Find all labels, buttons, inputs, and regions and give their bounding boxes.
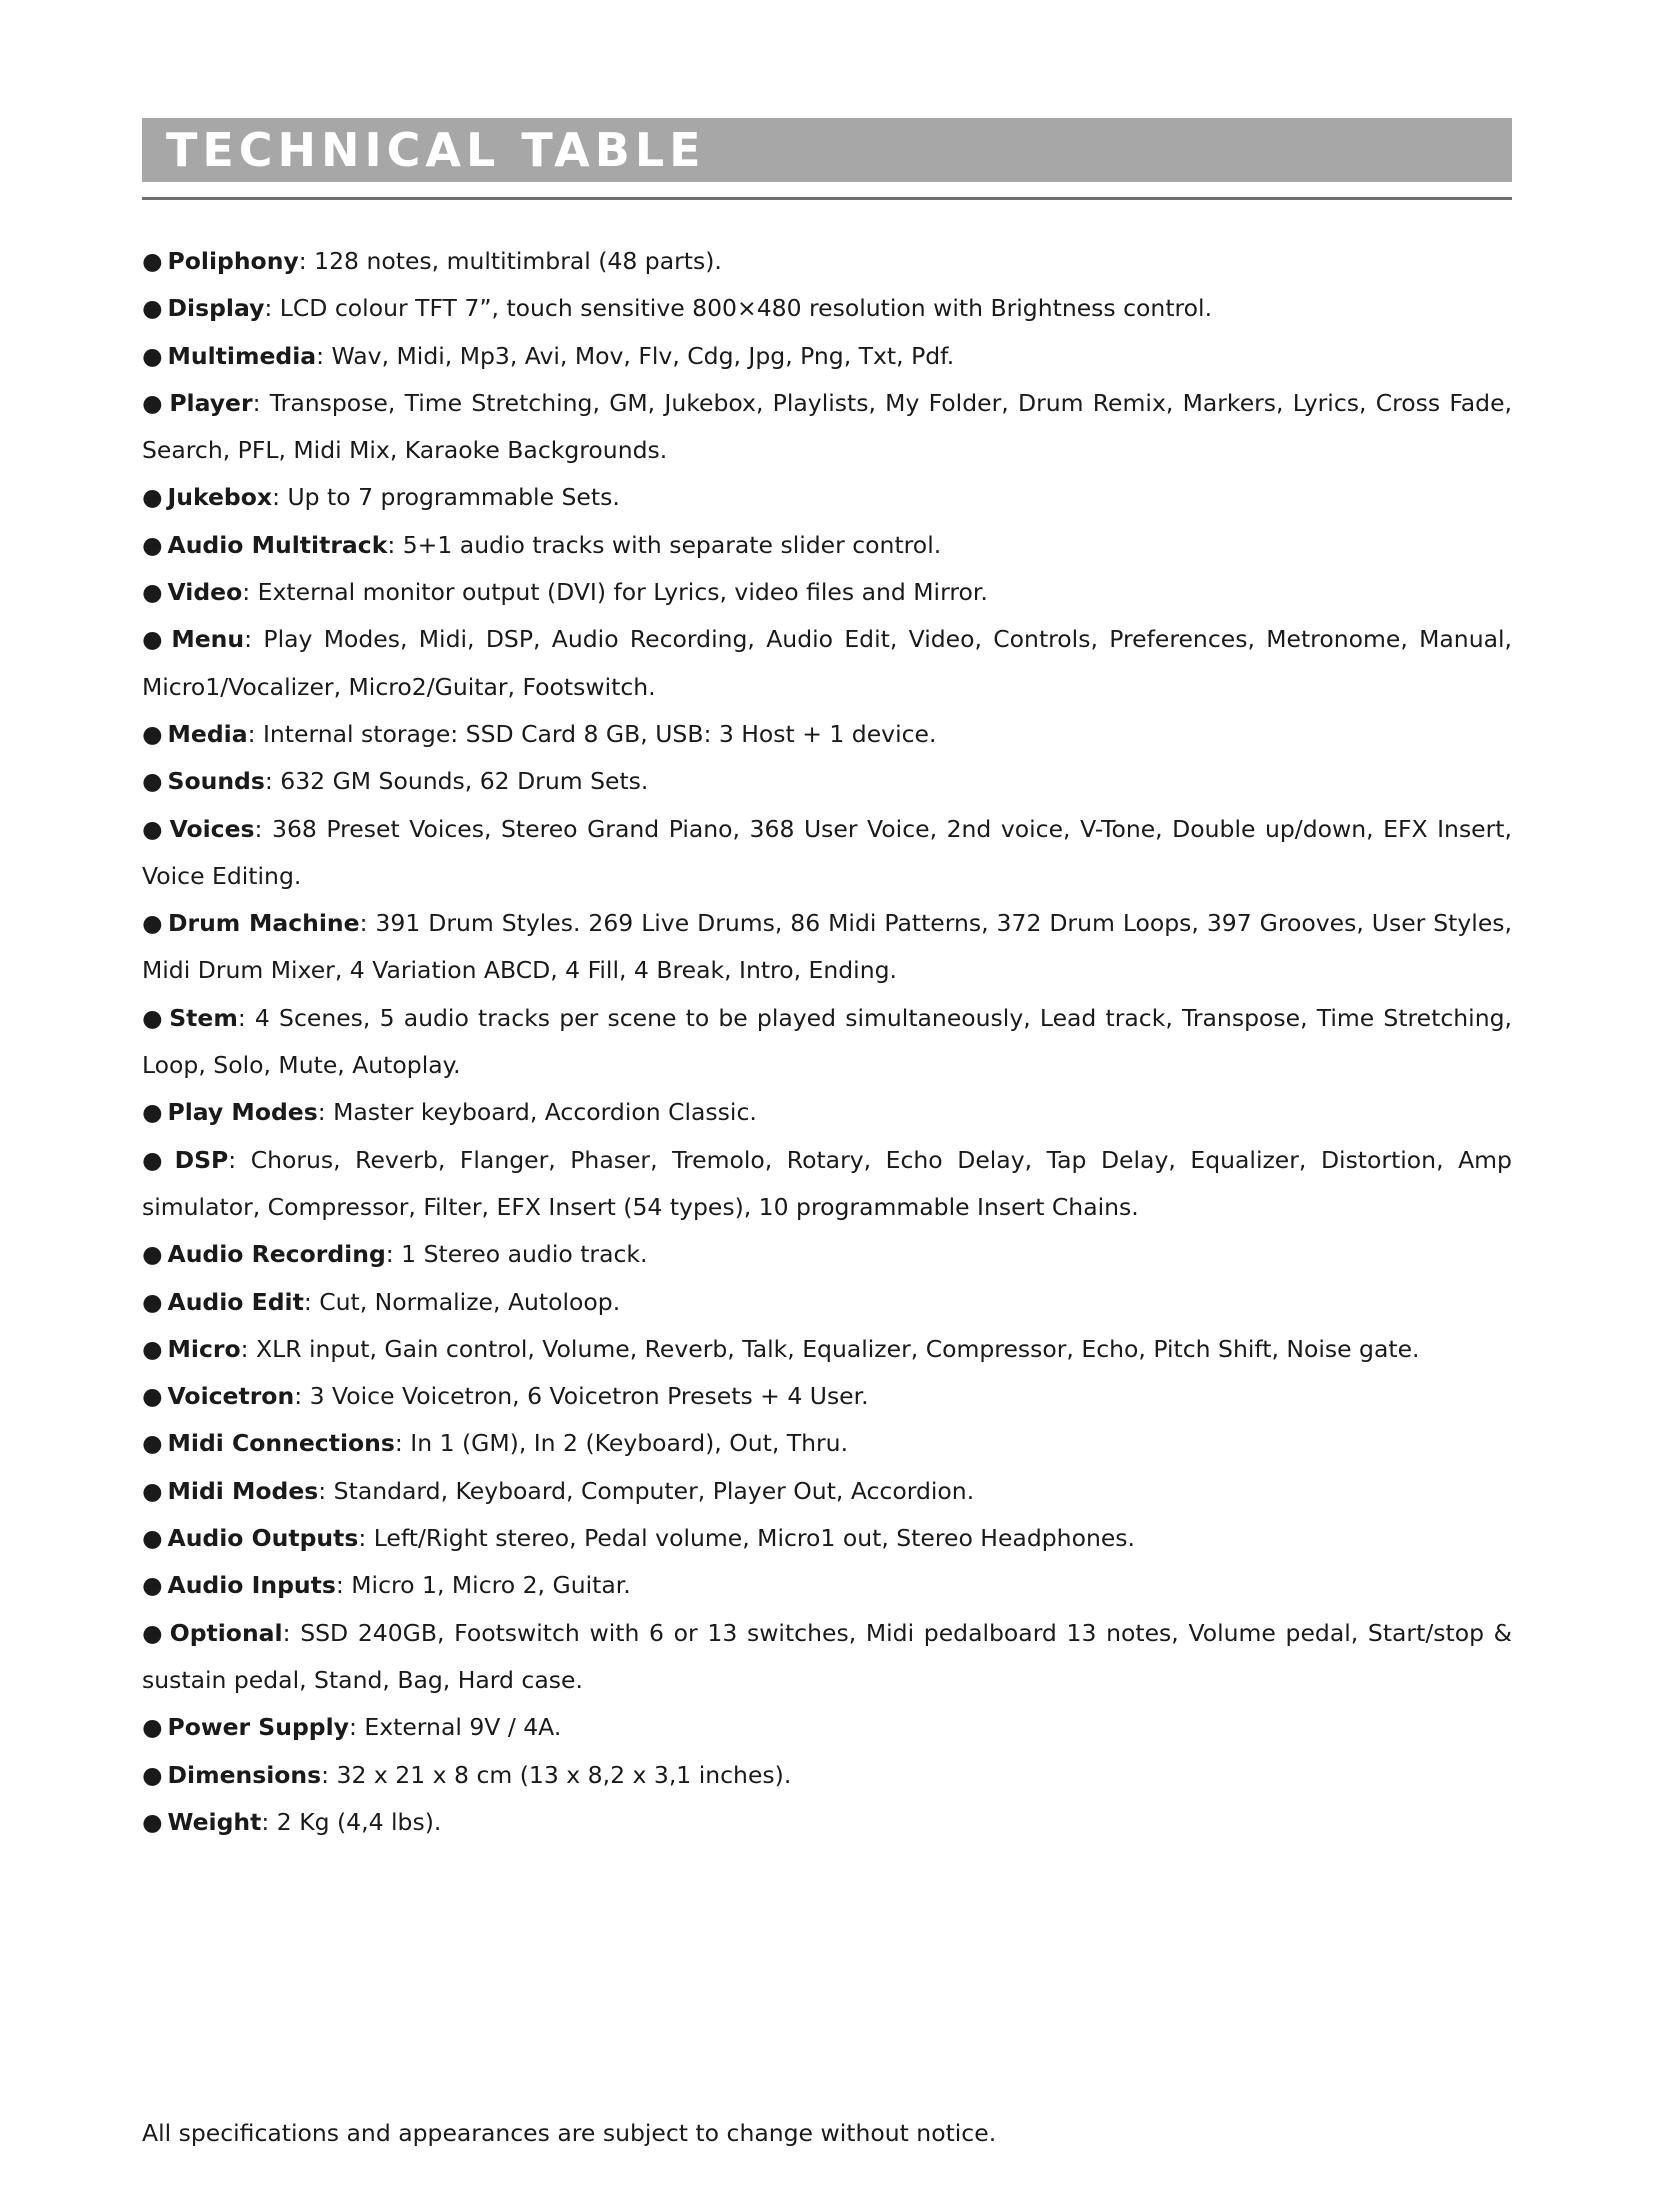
spec-item	[142, 1279, 1512, 1326]
spec-value: : SSD 240GB, Footswitch with 6 or 13 switches, Midi pedalboard 13 notes, Volume pedal, Start/stop & sustain pedal, Stand, Bag, Hard case.	[142, 1618, 1512, 1694]
spec-value: : 4 Scenes, 5 audio tracks per scene to be played simultaneously, Lead track, Transpose, Time Stretching, Loop, Solo, Mute, Autoplay.	[142, 1003, 1512, 1080]
bullet-icon: ●	[142, 247, 163, 275]
spec-value: : Master keyboard, Accordion Classic.	[317, 1098, 757, 1127]
bullet-icon: ●	[142, 1287, 163, 1316]
spec-value: : Cut, Normalize, Autoloop.	[303, 1287, 621, 1316]
spec-item	[142, 806, 1512, 901]
spec-label: Menu	[171, 625, 245, 654]
spec-item	[142, 1562, 1512, 1609]
bullet-icon: ●	[142, 1760, 163, 1789]
bullet-icon: ●	[142, 1807, 163, 1836]
bullet-icon: ●	[142, 341, 163, 370]
spec-value: : Chorus, Reverb, Flanger, Phaser, Tremolo, Rotary, Echo Delay, Tap Delay, Equalizer, Distortion, Amp simulator, Compressor, Filter, EFX Insert (54 types), 10 programmable Insert Chains.	[142, 1145, 1512, 1221]
bullet-icon: ●	[142, 388, 165, 417]
spec-list	[142, 238, 1512, 1846]
bullet-icon: ●	[142, 1334, 163, 1363]
spec-item	[142, 1515, 1512, 1562]
spec-item	[142, 569, 1512, 616]
spec-label: Audio Edit	[167, 1287, 304, 1316]
spec-label: Drum Machine	[167, 909, 360, 938]
spec-label: Dimensions	[167, 1760, 322, 1789]
spec-item	[142, 1468, 1512, 1515]
bullet-icon: ●	[142, 1240, 163, 1269]
spec-value: : 2 Kg (4,4 lbs).	[261, 1807, 442, 1836]
bullet-icon: ●	[142, 1003, 165, 1032]
spec-value: : XLR input, Gain control, Volume, Reverb, Talk, Equalizer, Compressor, Echo, Pitch Shift, Noise gate.	[240, 1334, 1420, 1363]
spec-label: Midi Connections	[167, 1429, 395, 1458]
spec-label: Weight	[167, 1807, 262, 1836]
spec-label: Multimedia	[167, 341, 317, 370]
bullet-icon: ●	[142, 1476, 163, 1505]
spec-item	[142, 616, 1512, 711]
bullet-icon: ●	[142, 1098, 163, 1127]
spec-item	[142, 1420, 1512, 1467]
spec-item	[142, 1799, 1512, 1846]
spec-item	[142, 1704, 1512, 1751]
spec-item	[142, 1231, 1512, 1278]
spec-item	[142, 522, 1512, 569]
spec-label: Jukebox	[167, 483, 273, 512]
spec-value: : 632 GM Sounds, 62 Drum Sets.	[264, 767, 649, 796]
spec-value: : Play Modes, Midi, DSP, Audio Recording, Audio Edit, Video, Controls, Preferences, Metronome, Manual, Micro1/Vocalizer, Micro2/Guitar, Footswitch.	[142, 625, 1512, 701]
header-divider	[142, 197, 1512, 200]
spec-value: : Standard, Keyboard, Computer, Player Out, Accordion.	[318, 1476, 975, 1505]
bullet-icon: ●	[142, 1618, 165, 1647]
bullet-icon: ●	[142, 1713, 163, 1742]
spec-item	[142, 1089, 1512, 1136]
spec-label: Midi Modes	[167, 1476, 319, 1505]
footer-disclaimer: All specifications and appearances are subject to change without notice.	[142, 2119, 997, 2147]
spec-value: : 1 Stereo audio track.	[385, 1240, 648, 1269]
spec-value: : Left/Right stereo, Pedal volume, Micro1 out, Stereo Headphones.	[358, 1524, 1136, 1553]
spec-value: : 5+1 audio tracks with separate slider control.	[387, 530, 942, 559]
bullet-icon: ●	[142, 1145, 170, 1174]
spec-value: : 3 Voice Voicetron, 6 Voicetron Presets + 4 User.	[294, 1382, 869, 1411]
spec-label: Power Supply	[167, 1713, 349, 1742]
spec-item	[142, 711, 1512, 758]
bullet-icon: ●	[142, 1571, 163, 1600]
spec-item	[142, 285, 1512, 332]
bullet-icon: ●	[142, 1382, 163, 1411]
spec-item	[142, 758, 1512, 805]
spec-item	[142, 1610, 1512, 1705]
spec-label: Audio Inputs	[167, 1571, 336, 1600]
spec-item	[142, 900, 1512, 995]
page-title: TECHNICAL TABLE	[166, 123, 706, 177]
spec-label: Poliphony	[167, 247, 299, 275]
bullet-icon: ●	[142, 483, 163, 512]
spec-label: Audio Outputs	[167, 1524, 359, 1553]
spec-item	[142, 1752, 1512, 1799]
spec-label: Optional	[169, 1618, 283, 1647]
spec-value: : Transpose, Time Stretching, GM, Jukebox, Playlists, My Folder, Drum Remix, Markers, Lyrics, Cross Fade, Search, PFL, Midi Mix, Karaoke Backgrounds.	[142, 388, 1512, 465]
bullet-icon: ●	[142, 719, 163, 748]
spec-item	[142, 995, 1512, 1090]
spec-value: : 32 x 21 x 8 cm (13 x 8,2 x 3,1 inches).	[321, 1760, 792, 1789]
spec-value: : Internal storage: SSD Card 8 GB, USB: 3 Host + 1 device.	[247, 719, 937, 748]
bullet-icon: ●	[142, 767, 163, 796]
bullet-icon: ●	[142, 1524, 163, 1553]
spec-label: Sounds	[167, 767, 265, 796]
spec-label: Audio Recording	[167, 1240, 386, 1269]
spec-item	[142, 380, 1512, 475]
spec-label: Play Modes	[167, 1098, 318, 1127]
spec-value: : 368 Preset Voices, Stereo Grand Piano, 368 User Voice, 2nd voice, V-Tone, Double up/down, EFX Insert, Voice Editing.	[142, 814, 1512, 890]
spec-value: : External 9V / 4A.	[348, 1713, 562, 1742]
spec-value: : LCD colour TFT 7”, touch sensitive 800×480 resolution with Brightness control.	[264, 294, 1213, 323]
bullet-icon: ●	[142, 909, 163, 938]
spec-label: Video	[167, 578, 243, 607]
spec-label: Voices	[169, 814, 255, 843]
spec-label: Voicetron	[167, 1382, 295, 1411]
spec-item	[142, 474, 1512, 521]
spec-label: Micro	[167, 1334, 241, 1363]
spec-item	[142, 333, 1512, 380]
spec-item	[142, 1373, 1512, 1420]
spec-item	[142, 1326, 1512, 1373]
spec-label: Player	[169, 388, 253, 417]
spec-value: : Micro 1, Micro 2, Guitar.	[335, 1571, 631, 1600]
bullet-icon: ●	[142, 530, 163, 559]
section-header-bar	[142, 118, 1512, 182]
spec-label: DSP	[174, 1145, 229, 1174]
spec-value: : Up to 7 programmable Sets.	[272, 483, 620, 512]
spec-label: Media	[167, 719, 248, 748]
spec-value: : Wav, Midi, Mp3, Avi, Mov, Flv, Cdg, Jpg, Png, Txt, Pdf.	[316, 341, 955, 370]
spec-item	[142, 1137, 1512, 1232]
spec-value: : External monitor output (DVI) for Lyrics, video files and Mirror.	[242, 578, 988, 607]
bullet-icon: ●	[142, 625, 167, 654]
bullet-icon: ●	[142, 294, 163, 323]
bullet-icon: ●	[142, 814, 165, 843]
spec-label: Stem	[169, 1003, 238, 1032]
spec-value: : In 1 (GM), In 2 (Keyboard), Out, Thru.	[394, 1429, 849, 1458]
bullet-icon: ●	[142, 1429, 163, 1458]
spec-label: Display	[167, 294, 265, 323]
spec-value: : 128 notes, multitimbral (48 parts).	[298, 247, 722, 275]
bullet-icon: ●	[142, 578, 163, 607]
spec-value: : 391 Drum Styles. 269 Live Drums, 86 Midi Patterns, 372 Drum Loops, 397 Grooves, User Styles, Midi Drum Mixer, 4 Variation ABCD, 4 Fill, 4 Break, Intro, Ending.	[142, 909, 1512, 985]
spec-label: Audio Multitrack	[167, 530, 388, 559]
spec-item	[142, 238, 1512, 285]
